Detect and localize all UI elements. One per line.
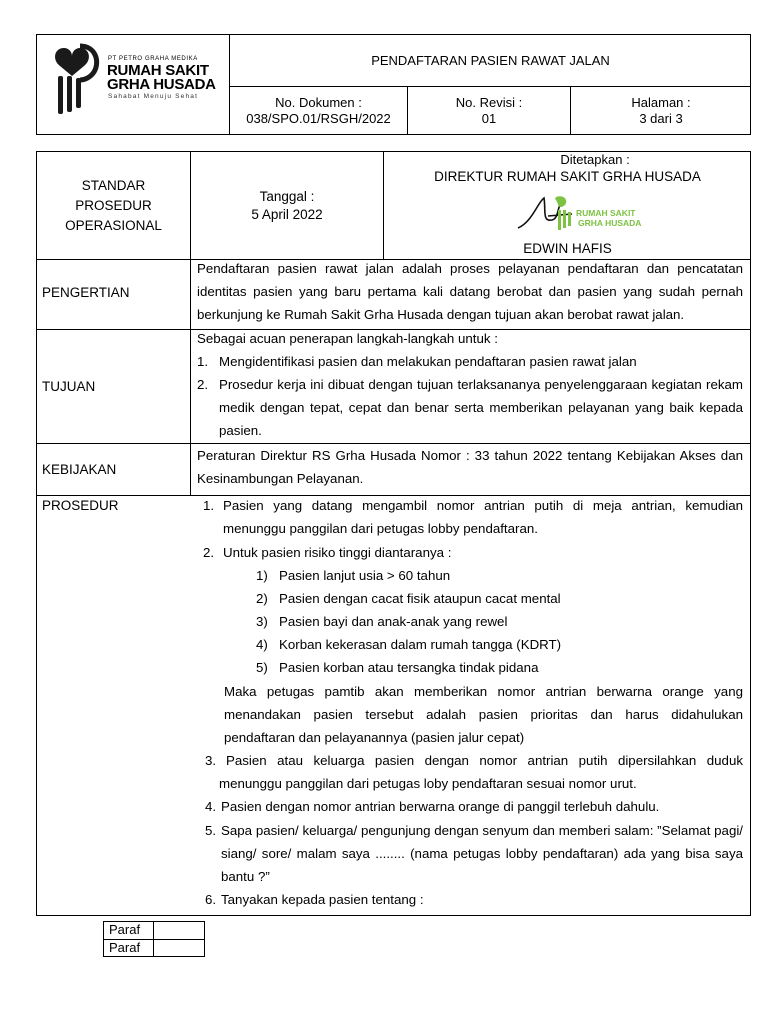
tujuan-item-1-num: 1. <box>197 354 209 369</box>
prosedur-step-6: Tanyakan kepada pasien tentang : <box>221 892 424 907</box>
prosedur-step-1-num: 1. <box>203 498 215 513</box>
spo-line3: OPERASIONAL <box>65 217 162 233</box>
sub-item-4-num: 4) <box>256 637 268 652</box>
prosedur-step-2: Untuk pasien risiko tinggi diantaranya : <box>223 545 452 560</box>
logo-company: PT PETRO GRAHA MEDIKA <box>108 56 198 62</box>
date-value: 5 April 2022 <box>251 206 323 222</box>
logo-name-line1: RUMAH SAKIT <box>107 62 209 79</box>
sub-item-1-text: Pasien lanjut usia > 60 tahun <box>279 568 451 583</box>
spo-line2: PROSEDUR <box>75 197 152 213</box>
stamp-line2: GRHA HUSADA <box>578 218 642 228</box>
prosedur-step-6-num: 6. <box>205 892 217 907</box>
director-name: EDWIN HAFIS <box>523 241 612 256</box>
hospital-logo-icon <box>50 42 102 118</box>
prosedur-step-3-num: 3. <box>205 753 217 768</box>
page-label: Halaman : <box>631 95 691 110</box>
prosedur-label: PROSEDUR <box>42 498 119 513</box>
prosedur-step-2-num: 2. <box>203 545 215 560</box>
hospital-logo <box>50 42 225 122</box>
document-title: PENDAFTARAN PASIEN RAWAT JALAN <box>371 52 610 68</box>
prosedur-step-3: Pasien atau keluarga pasien dengan nomor antrian putih dipersilahkan duduk menunggu panggilan dari petugas loby pendaftaran sesuai nomor urut. <box>219 753 743 791</box>
paraf-field-1[interactable] <box>154 922 204 939</box>
sub-item-5-text: Pasien korban atau tersangka tindak pidana <box>279 660 539 675</box>
doc-number-label: No. Dokumen : <box>275 95 362 110</box>
revision-label: No. Revisi : <box>455 95 523 110</box>
doc-number-cell <box>230 87 407 135</box>
doc-number-value: 038/SPO.01/RSGH/2022 <box>246 111 391 126</box>
pengertian-text: Pendaftaran pasien rawat jalan adalah proses pelayanan pendaftaran dan pencatatan identitas pasien yang baru pertama kali datang berobat dan pasien yang sudah pernah berkunjung ke Rumah Sakit Grha Husada dengan tujuan akan berobat rawat jalan. <box>197 261 743 322</box>
paraf-label-2: Paraf <box>109 940 141 955</box>
paraf-field-2[interactable] <box>154 940 204 956</box>
logo-name-line2: GRHA HUSADA <box>107 76 216 93</box>
sub-item-2-text: Pasien dengan cacat fisik ataupun cacat mental <box>279 591 561 606</box>
spo-line1: STANDAR <box>81 177 146 193</box>
prosedur-step-4-num: 4. <box>205 799 217 814</box>
prosedur-step-1: Pasien yang datang mengambil nomor antrian putih di meja antrian, kemudian menunggu panggilan dari petugas lobby pendaftaran. <box>223 498 743 536</box>
logo-tagline: Sahabat Menuju Sehat <box>108 93 199 100</box>
sub-item-3-text: Pasien bayi dan anak-anak yang rewel <box>279 614 508 629</box>
kebijakan-label: KEBIJAKAN <box>42 462 117 477</box>
set-label: Ditetapkan : <box>560 152 630 167</box>
date-label: Tanggal : <box>259 188 315 204</box>
revision-value: 01 <box>481 111 497 126</box>
paraf-label-1: Paraf <box>109 922 141 937</box>
prosedur-step-5: Sapa pasien/ keluarga/ pengunjung dengan senyum dan memberi salam: ”Selamat pagi/ siang/ sore/ malam saya ........ (nama petugas lobby pendaftaran) ada yang bisa saya bantu ?” <box>221 823 743 884</box>
spo-label <box>37 152 190 259</box>
prosedur-step-2-note: Maka petugas pamtib akan memberikan nomor antrian berwarna orange yang menandakan pasien tersebut adalah pasien prioritas dan harus didahulukan pendaftaran dan pelayanannya (pasien jalur cepat) <box>224 684 743 745</box>
sub-item-4-text: Korban kekerasan dalam rumah tangga (KDRT) <box>279 637 562 652</box>
tujuan-intro: Sebagai acuan penerapan langkah-langkah untuk : <box>197 331 498 346</box>
revision-cell <box>408 87 570 135</box>
tujuan-item-1-text: Mengidentifikasi pasien dan melakukan pendaftaran pasien rawat jalan <box>219 354 637 369</box>
approval-cell <box>384 152 751 259</box>
sub-item-2-num: 2) <box>256 591 268 606</box>
pengertian-label: PENGERTIAN <box>42 285 130 300</box>
tujuan-item-2-text: Prosedur kerja ini dibuat dengan tujuan terlaksananya penyelenggaraan kegiatan rekam medik dengan tepat, cepat dan benar serta memberikan pelayanan yang baik kepada pasien. <box>219 377 743 438</box>
tujuan-item-2-num: 2. <box>197 377 209 392</box>
sub-item-5-num: 5) <box>256 660 268 675</box>
sub-item-3-num: 3) <box>256 614 268 629</box>
prosedur-step-4: Pasien dengan nomor antrian berwarna orange di panggil terlebuh dahulu. <box>221 799 660 814</box>
prosedur-step-5-num: 5. <box>205 823 217 838</box>
page-cell <box>571 87 751 135</box>
stamp-line1: RUMAH SAKIT <box>576 208 636 218</box>
sub-item-1-num: 1) <box>256 568 268 583</box>
kebijakan-text: Peraturan Direktur RS Grha Husada Nomor : 33 tahun 2022 tentang Kebijakan Akses dan Kesinambungan Pelayanan. <box>197 448 743 486</box>
page-value: 3 dari 3 <box>639 111 683 126</box>
tujuan-label: TUJUAN <box>42 379 96 394</box>
director-title: DIREKTUR RUMAH SAKIT GRHA HUSADA <box>434 169 701 184</box>
date-cell <box>191 152 383 259</box>
